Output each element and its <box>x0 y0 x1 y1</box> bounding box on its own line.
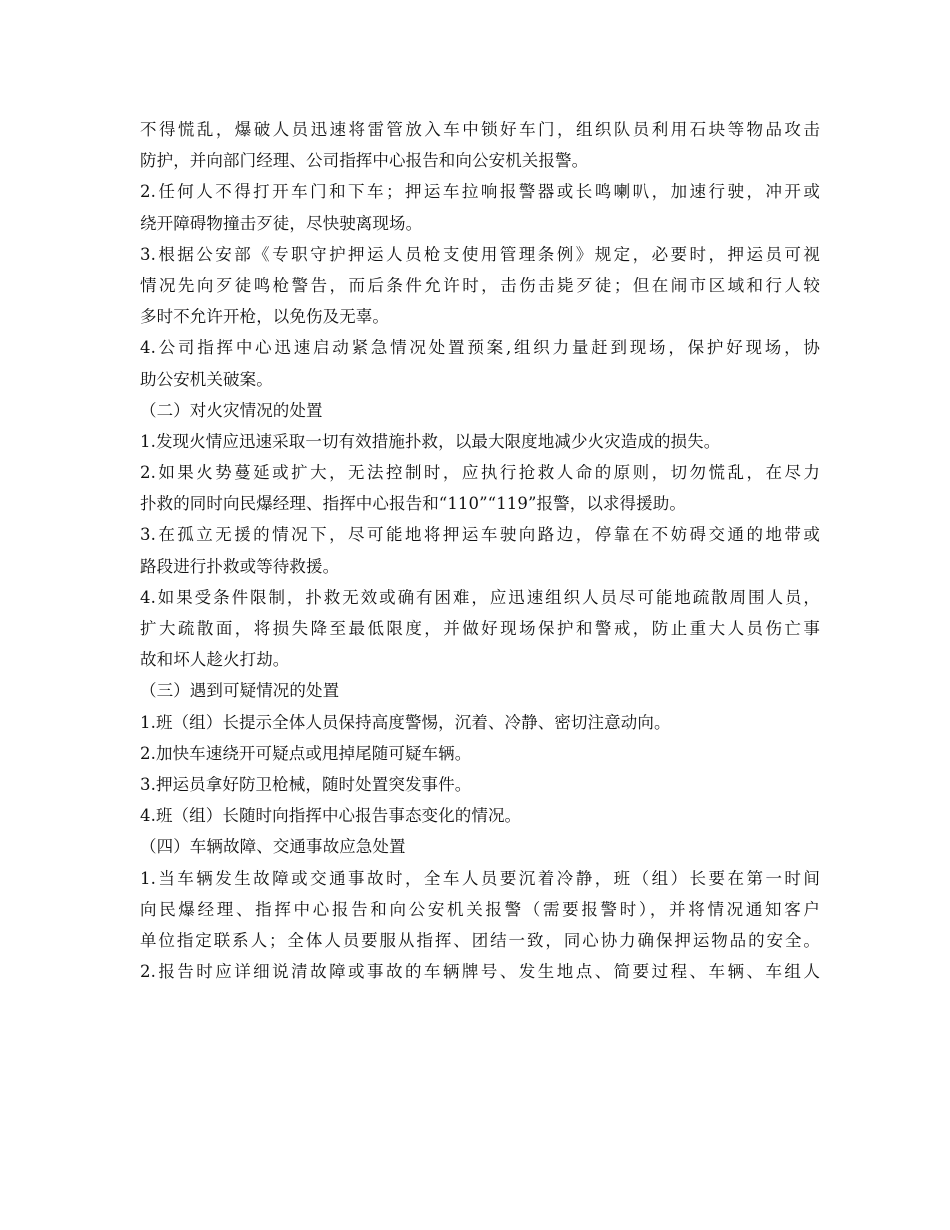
document-body <box>140 114 820 987</box>
text-line: 绕开障碍物撞击歹徒，尽快驶离现场。 <box>140 213 423 233</box>
text-line: 故和坏人趁火打劫。 <box>140 650 290 670</box>
text-line: 扩大疏散面，将损失降至最低限度，并做好现场保护和警戒，防止重大人员伤亡事 <box>140 619 820 638</box>
text-line: 1.班（组）长提示全体人员保持高度警惕，沉着、冷静、密切注意动向。 <box>140 712 671 732</box>
text-line: 多时不允许开枪，以免伤及无辜。 <box>140 307 389 327</box>
text-line: 1.当车辆发生故障或交通事故时，全车人员要沉着冷静，班（组）长要在第一时间 <box>140 868 820 888</box>
text-line: （三）遇到可疑情况的处置 <box>140 681 340 701</box>
text-line: 防护，并向部门经理、公司指挥中心报告和向公安机关报警。 <box>140 151 589 171</box>
text-line: 路段进行扑救或等待救援。 <box>140 556 340 576</box>
text-line: 2.加快车速绕开可疑点或甩掉尾随可疑车辆。 <box>140 743 472 763</box>
text-line: 扑救的同时向民爆经理、指挥中心报告和“110”“119”报警，以求得援助。 <box>140 494 686 514</box>
text-line: 1.发现火情应迅速采取一切有效措施扑救，以最大限度地减少火灾造成的损失。 <box>140 431 721 451</box>
text-line: 3.根据公安部《专职守护押运人员枪支使用管理条例》规定，必要时，押运员可视 <box>140 244 820 264</box>
text-line: 3.押运员拿好防卫枪械，随时处置突发事件。 <box>140 774 472 794</box>
text-line: （二）对火灾情况的处置 <box>140 400 323 420</box>
text-line: 情况先向歹徒鸣枪警告，而后条件允许时，击伤击毙歹徒；但在闹市区域和行人较 <box>140 275 820 295</box>
text-line: 2.如果火势蔓延或扩大，无法控制时，应执行抢救人命的原则，切勿慌乱，在尽力 <box>140 463 820 483</box>
text-line: 向民爆经理、指挥中心报告和向公安机关报警（需要报警时），并将情况通知客户 <box>140 899 820 919</box>
text-line: 4.班（组）长随时向指挥中心报告事态变化的情况。 <box>140 806 522 826</box>
text-line: 助公安机关破案。 <box>140 369 273 389</box>
text-line: 4.如果受条件限制，扑救无效或确有困难，应迅速组织人员尽可能地疏散周围人员， <box>140 587 820 607</box>
text-line: 不得慌乱，爆破人员迅速将雷管放入车中锁好车门，组织队员利用石块等物品攻击 <box>140 120 820 139</box>
text-line: 2.任何人不得打开车门和下车；押运车拉响报警器或长鸣喇叭，加速行驶，冲开或 <box>140 182 820 202</box>
text-line: 单位指定联系人；全体人员要服从指挥、团结一致，同心协力确保押运物品的安全。 <box>140 930 820 950</box>
text-line: （四）车辆故障、交通事故应急处置 <box>140 837 406 857</box>
text-line: 2.报告时应详细说清故障或事故的车辆牌号、发生地点、简要过程、车辆、车组人 <box>140 962 820 982</box>
text-line: 4.公司指挥中心迅速启动紧急情况处置预案,组织力量赶到现场，保护好现场，协 <box>140 338 820 358</box>
text-line: 3.在孤立无援的情况下，尽可能地将押运车驶向路边，停靠在不妨碍交通的地带或 <box>140 525 820 545</box>
